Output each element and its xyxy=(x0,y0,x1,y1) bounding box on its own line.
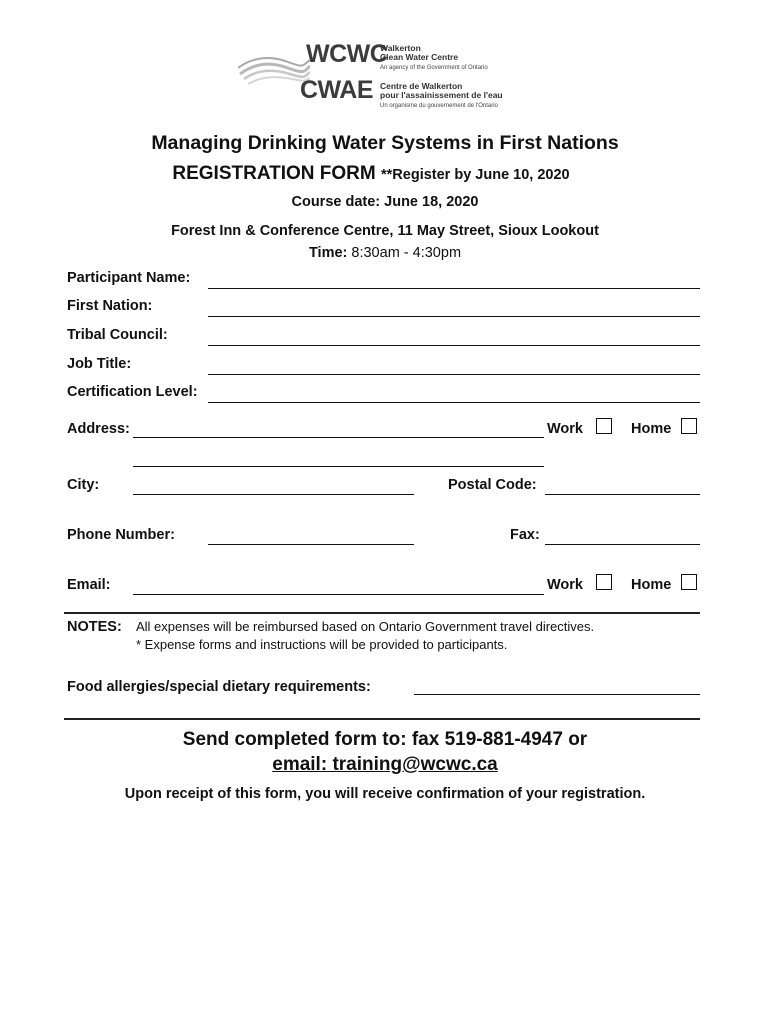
notes-line-2: * Expense forms and instructions will be provided to participants. xyxy=(136,637,508,652)
time-row xyxy=(0,245,770,261)
postal-code-field[interactable] xyxy=(545,494,700,495)
phone-number-label: Phone Number: xyxy=(67,527,175,543)
logo-en-name-2: Clean Water Centre xyxy=(380,52,459,62)
address-field-line-2[interactable] xyxy=(133,466,544,467)
time-label: Time: xyxy=(308,245,348,261)
email-work-checkbox[interactable] xyxy=(596,574,612,590)
certification-level-label: Certification Level: xyxy=(67,384,198,400)
email-home-checkbox[interactable] xyxy=(681,574,697,590)
food-allergies-label: Food allergies/special dietary requirements: xyxy=(67,679,371,695)
address-work-label: Work xyxy=(547,421,583,437)
address-home-checkbox[interactable] xyxy=(681,418,697,434)
certification-level-field[interactable] xyxy=(208,402,700,403)
email-label: Email: xyxy=(67,577,111,593)
logo-en-name-1: Walkerton xyxy=(380,43,421,53)
divider-top xyxy=(64,612,700,614)
tribal-council-label: Tribal Council: xyxy=(67,327,168,343)
tribal-council-field[interactable] xyxy=(208,345,700,346)
address-field-line-1[interactable] xyxy=(133,437,544,438)
fax-field[interactable] xyxy=(545,544,700,545)
first-nation-label: First Nation: xyxy=(67,298,153,314)
address-work-checkbox[interactable] xyxy=(596,418,612,434)
job-title-label: Job Title: xyxy=(67,356,132,372)
venue: Forest Inn & Conference Centre, 11 May Street, Sioux Lookout xyxy=(171,223,599,239)
form-title: REGISTRATION FORM xyxy=(172,163,376,184)
email-field[interactable] xyxy=(133,594,544,595)
register-by: **Register by June 10, 2020 xyxy=(381,167,570,183)
fax-label: Fax: xyxy=(510,527,540,543)
send-email-link[interactable]: email: training@wcwc.ca xyxy=(272,754,498,775)
time-value: 8:30am - 4:30pm xyxy=(347,245,462,261)
form-title-row xyxy=(0,163,756,185)
city-field[interactable] xyxy=(133,494,414,495)
wcwc-logo xyxy=(238,40,528,115)
cwae-wordmark: CWAE xyxy=(300,76,373,104)
participant-name-label: Participant Name: xyxy=(67,270,191,286)
notes-line-1: All expenses will be reimbursed based on Ontario Government travel directives. xyxy=(136,619,595,634)
receipt-note: Upon receipt of this form, you will receive confirmation of your registration. xyxy=(124,786,646,802)
logo-fr-name-1: Centre de Walkerton xyxy=(380,81,463,91)
logo-en-agency: An agency of the Government of Ontario xyxy=(380,65,488,71)
send-instructions: Send completed form to: fax 519-881-4947 or xyxy=(182,729,588,750)
email-home-label: Home xyxy=(631,577,672,593)
postal-code-label: Postal Code: xyxy=(448,477,537,493)
address-home-label: Home xyxy=(631,421,672,437)
first-nation-field[interactable] xyxy=(208,316,700,317)
participant-name-field[interactable] xyxy=(208,288,700,289)
job-title-field[interactable] xyxy=(208,374,700,375)
phone-number-field[interactable] xyxy=(208,544,414,545)
divider-bottom xyxy=(64,718,700,720)
address-label: Address: xyxy=(67,421,130,437)
wcwc-wordmark: WCWC xyxy=(306,40,388,68)
logo-fr-agency: Un organisme du gouvernement de l'Ontario xyxy=(380,103,498,109)
city-label: City: xyxy=(67,477,100,493)
email-work-label: Work xyxy=(547,577,583,593)
course-title: Managing Drinking Water Systems in First Nations xyxy=(151,132,619,154)
food-allergies-field[interactable] xyxy=(414,694,700,695)
notes-label: NOTES: xyxy=(67,619,122,635)
logo-fr-name-2: pour l'assainissement de l'eau xyxy=(380,90,503,100)
course-date: Course date: June 18, 2020 xyxy=(291,194,479,210)
